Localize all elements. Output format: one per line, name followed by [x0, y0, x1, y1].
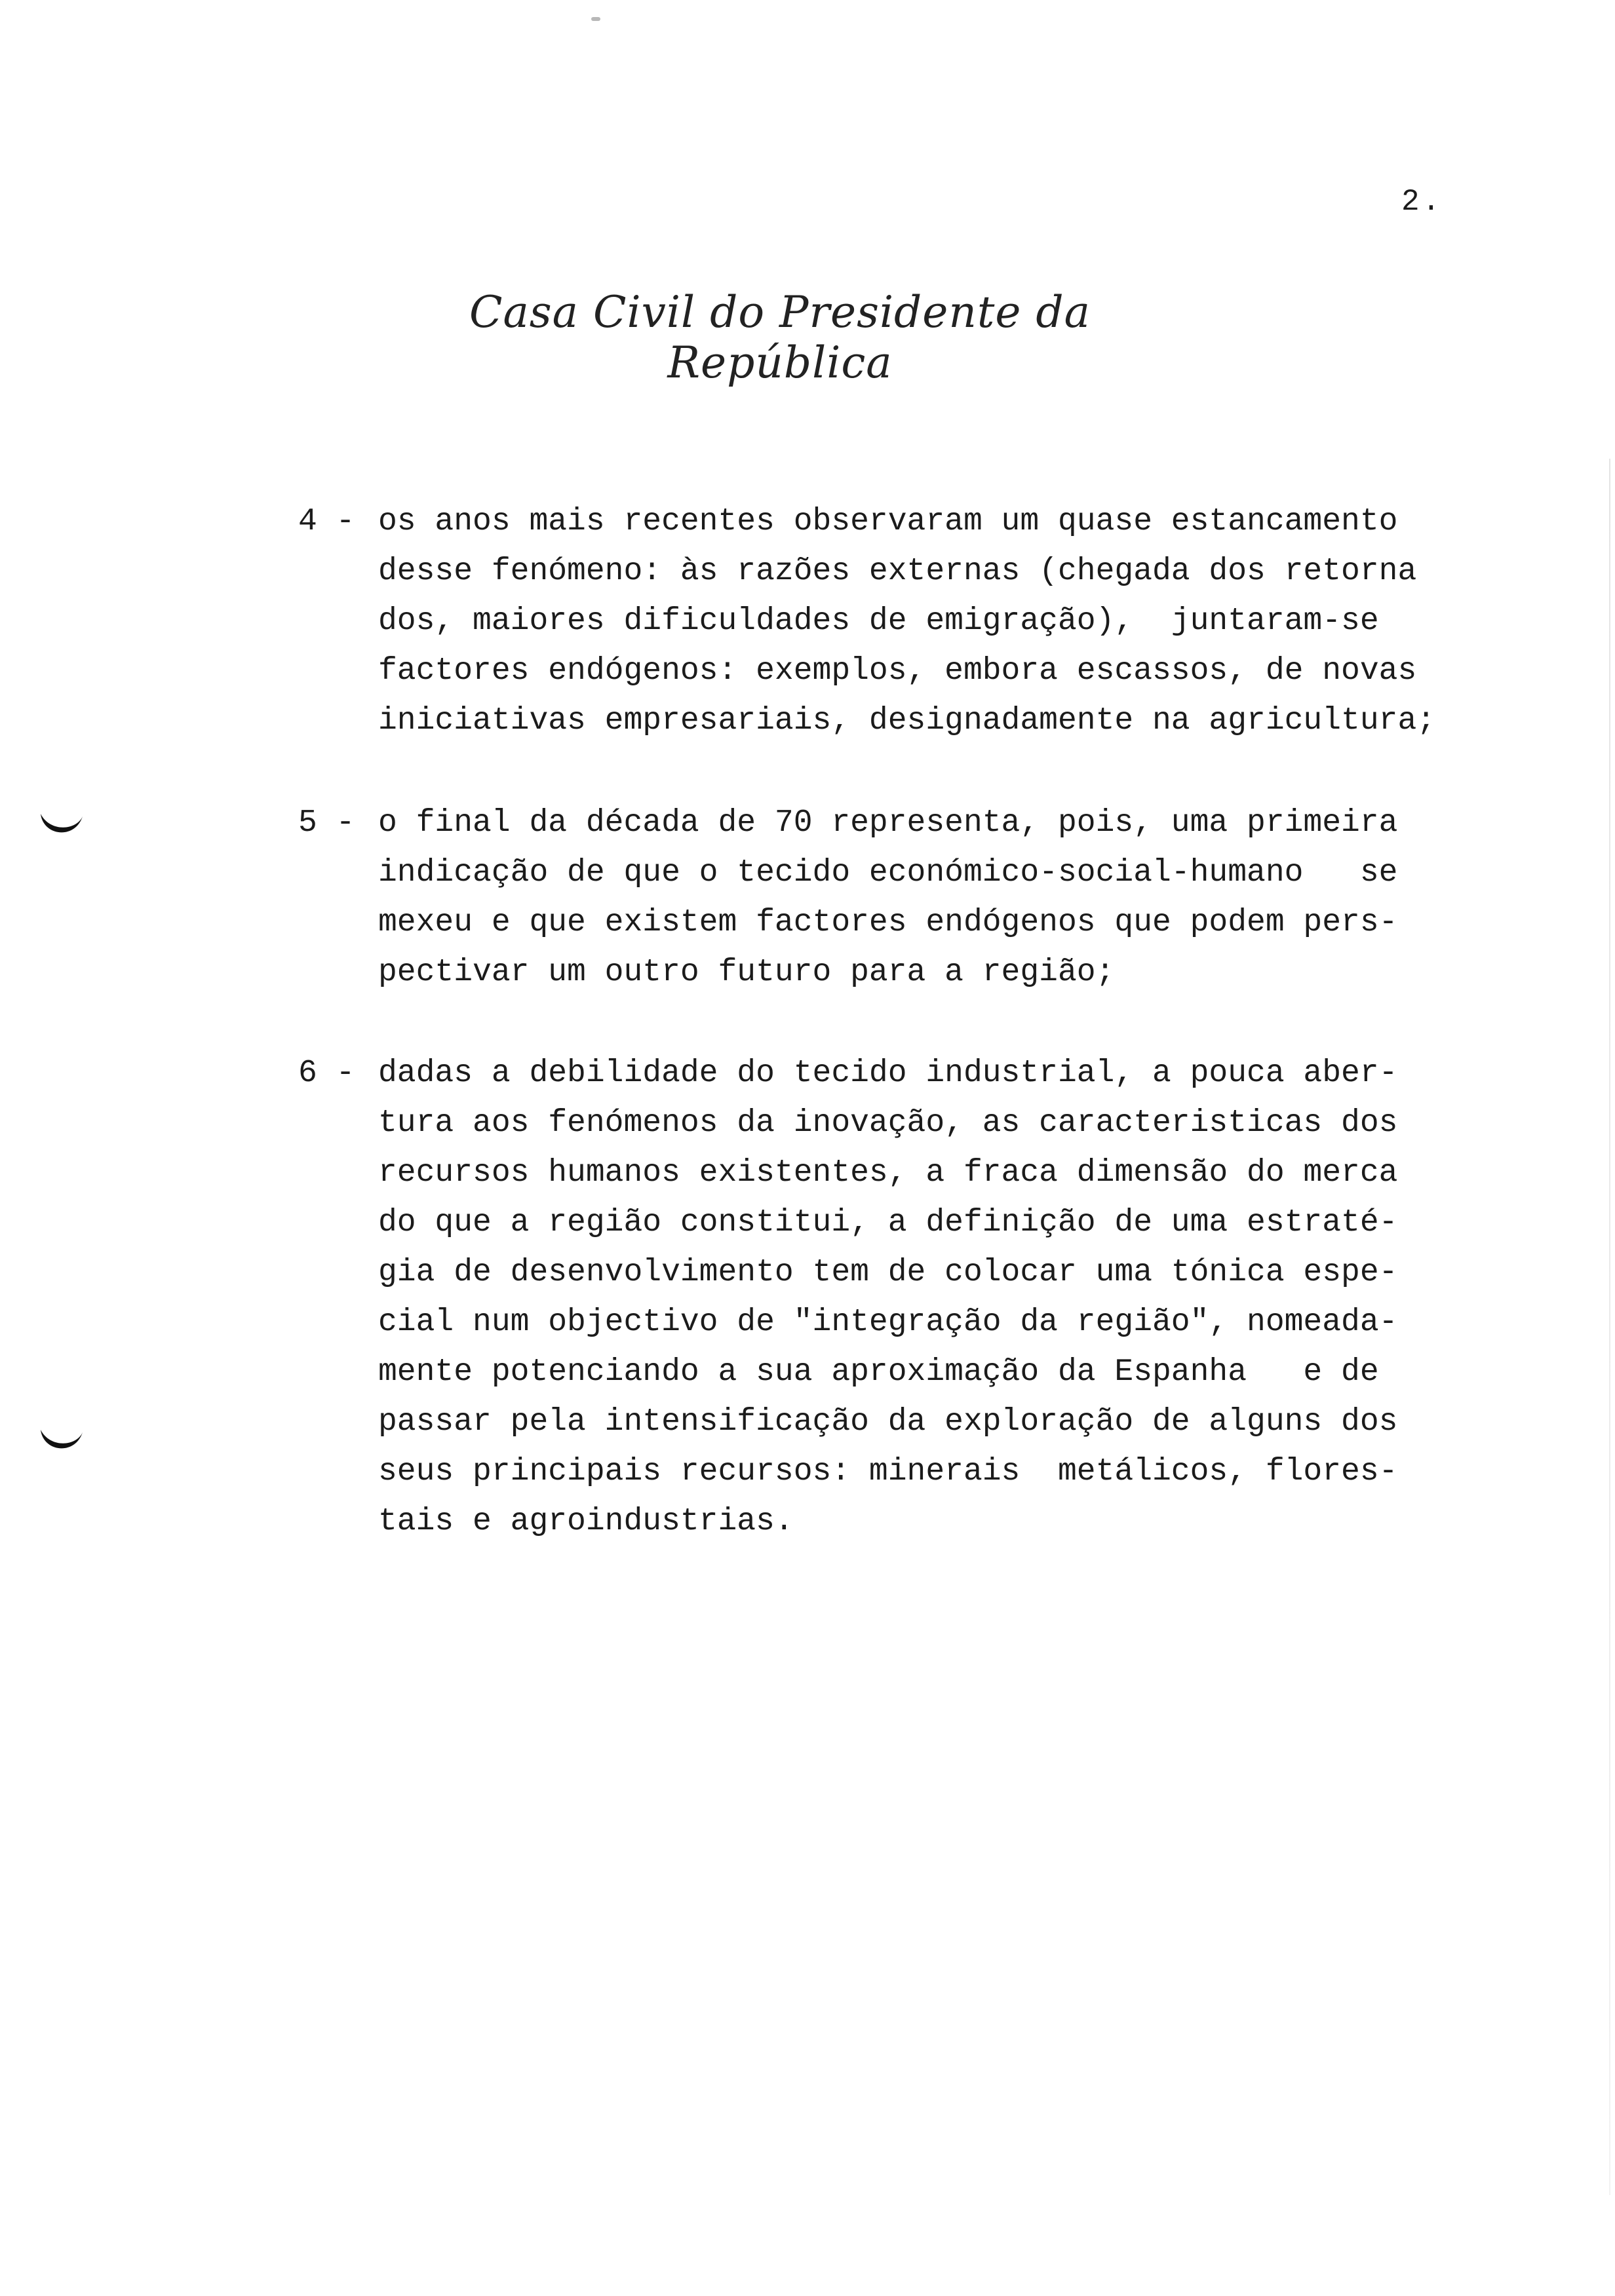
- item-line: factores endógenos: exemplos, embora escassos, de novas: [378, 653, 1417, 689]
- item-number: 4 -: [298, 504, 355, 539]
- item-number: 6 -: [298, 1056, 355, 1091]
- item-line: tais e agroindustrias.: [378, 1504, 794, 1539]
- item-line: recursos humanos existentes, a fraca dimensão do merca: [378, 1155, 1398, 1191]
- item-line: desse fenómeno: às razões externas (chegada dos retorna: [378, 554, 1417, 589]
- item-line: os anos mais recentes observaram um quase estancamento: [378, 504, 1398, 539]
- item-line: seus principais recursos: minerais metálicos, flores-: [378, 1454, 1398, 1489]
- item-line: passar pela intensificação da exploração de alguns dos: [378, 1404, 1398, 1440]
- item-line: pectivar um outro futuro para a região;: [378, 955, 1115, 990]
- item-line: iniciativas empresariais, designadamente na agricultura;: [378, 703, 1436, 738]
- letterhead-title: Casa Civil do Presidente da República: [469, 287, 1091, 388]
- item-line: dos, maiores dificuldades de emigração), juntaram-se: [378, 603, 1379, 639]
- page-number: 2.: [1401, 185, 1443, 219]
- item-line: gia de desenvolvimento tem de colocar uma tónica espe-: [378, 1255, 1398, 1290]
- binder-hole-mark: [38, 1427, 85, 1456]
- item-line: cial num objectivo de "integração da região", nomeada-: [378, 1305, 1398, 1340]
- scan-edge-line: [1609, 459, 1610, 2195]
- binder-hole-mark: [38, 811, 85, 840]
- item-line: mente potenciando a sua aproximação da Espanha e de: [378, 1354, 1379, 1390]
- item-line: dadas a debilidade do tecido industrial, a pouca aber-: [378, 1056, 1398, 1091]
- item-line: do que a região constitui, a definição de uma estraté-: [378, 1205, 1398, 1240]
- item-line: indicação de que o tecido económico-social-humano se: [378, 855, 1398, 890]
- item-number: 5 -: [298, 805, 355, 841]
- item-line: mexeu e que existem factores endógenos que podem pers-: [378, 905, 1398, 940]
- paper-speck: [591, 17, 600, 21]
- item-line: tura aos fenómenos da inovação, as caracteristicas dos: [378, 1105, 1398, 1141]
- item-line: o final da década de 70 representa, pois, uma primeira: [378, 805, 1398, 841]
